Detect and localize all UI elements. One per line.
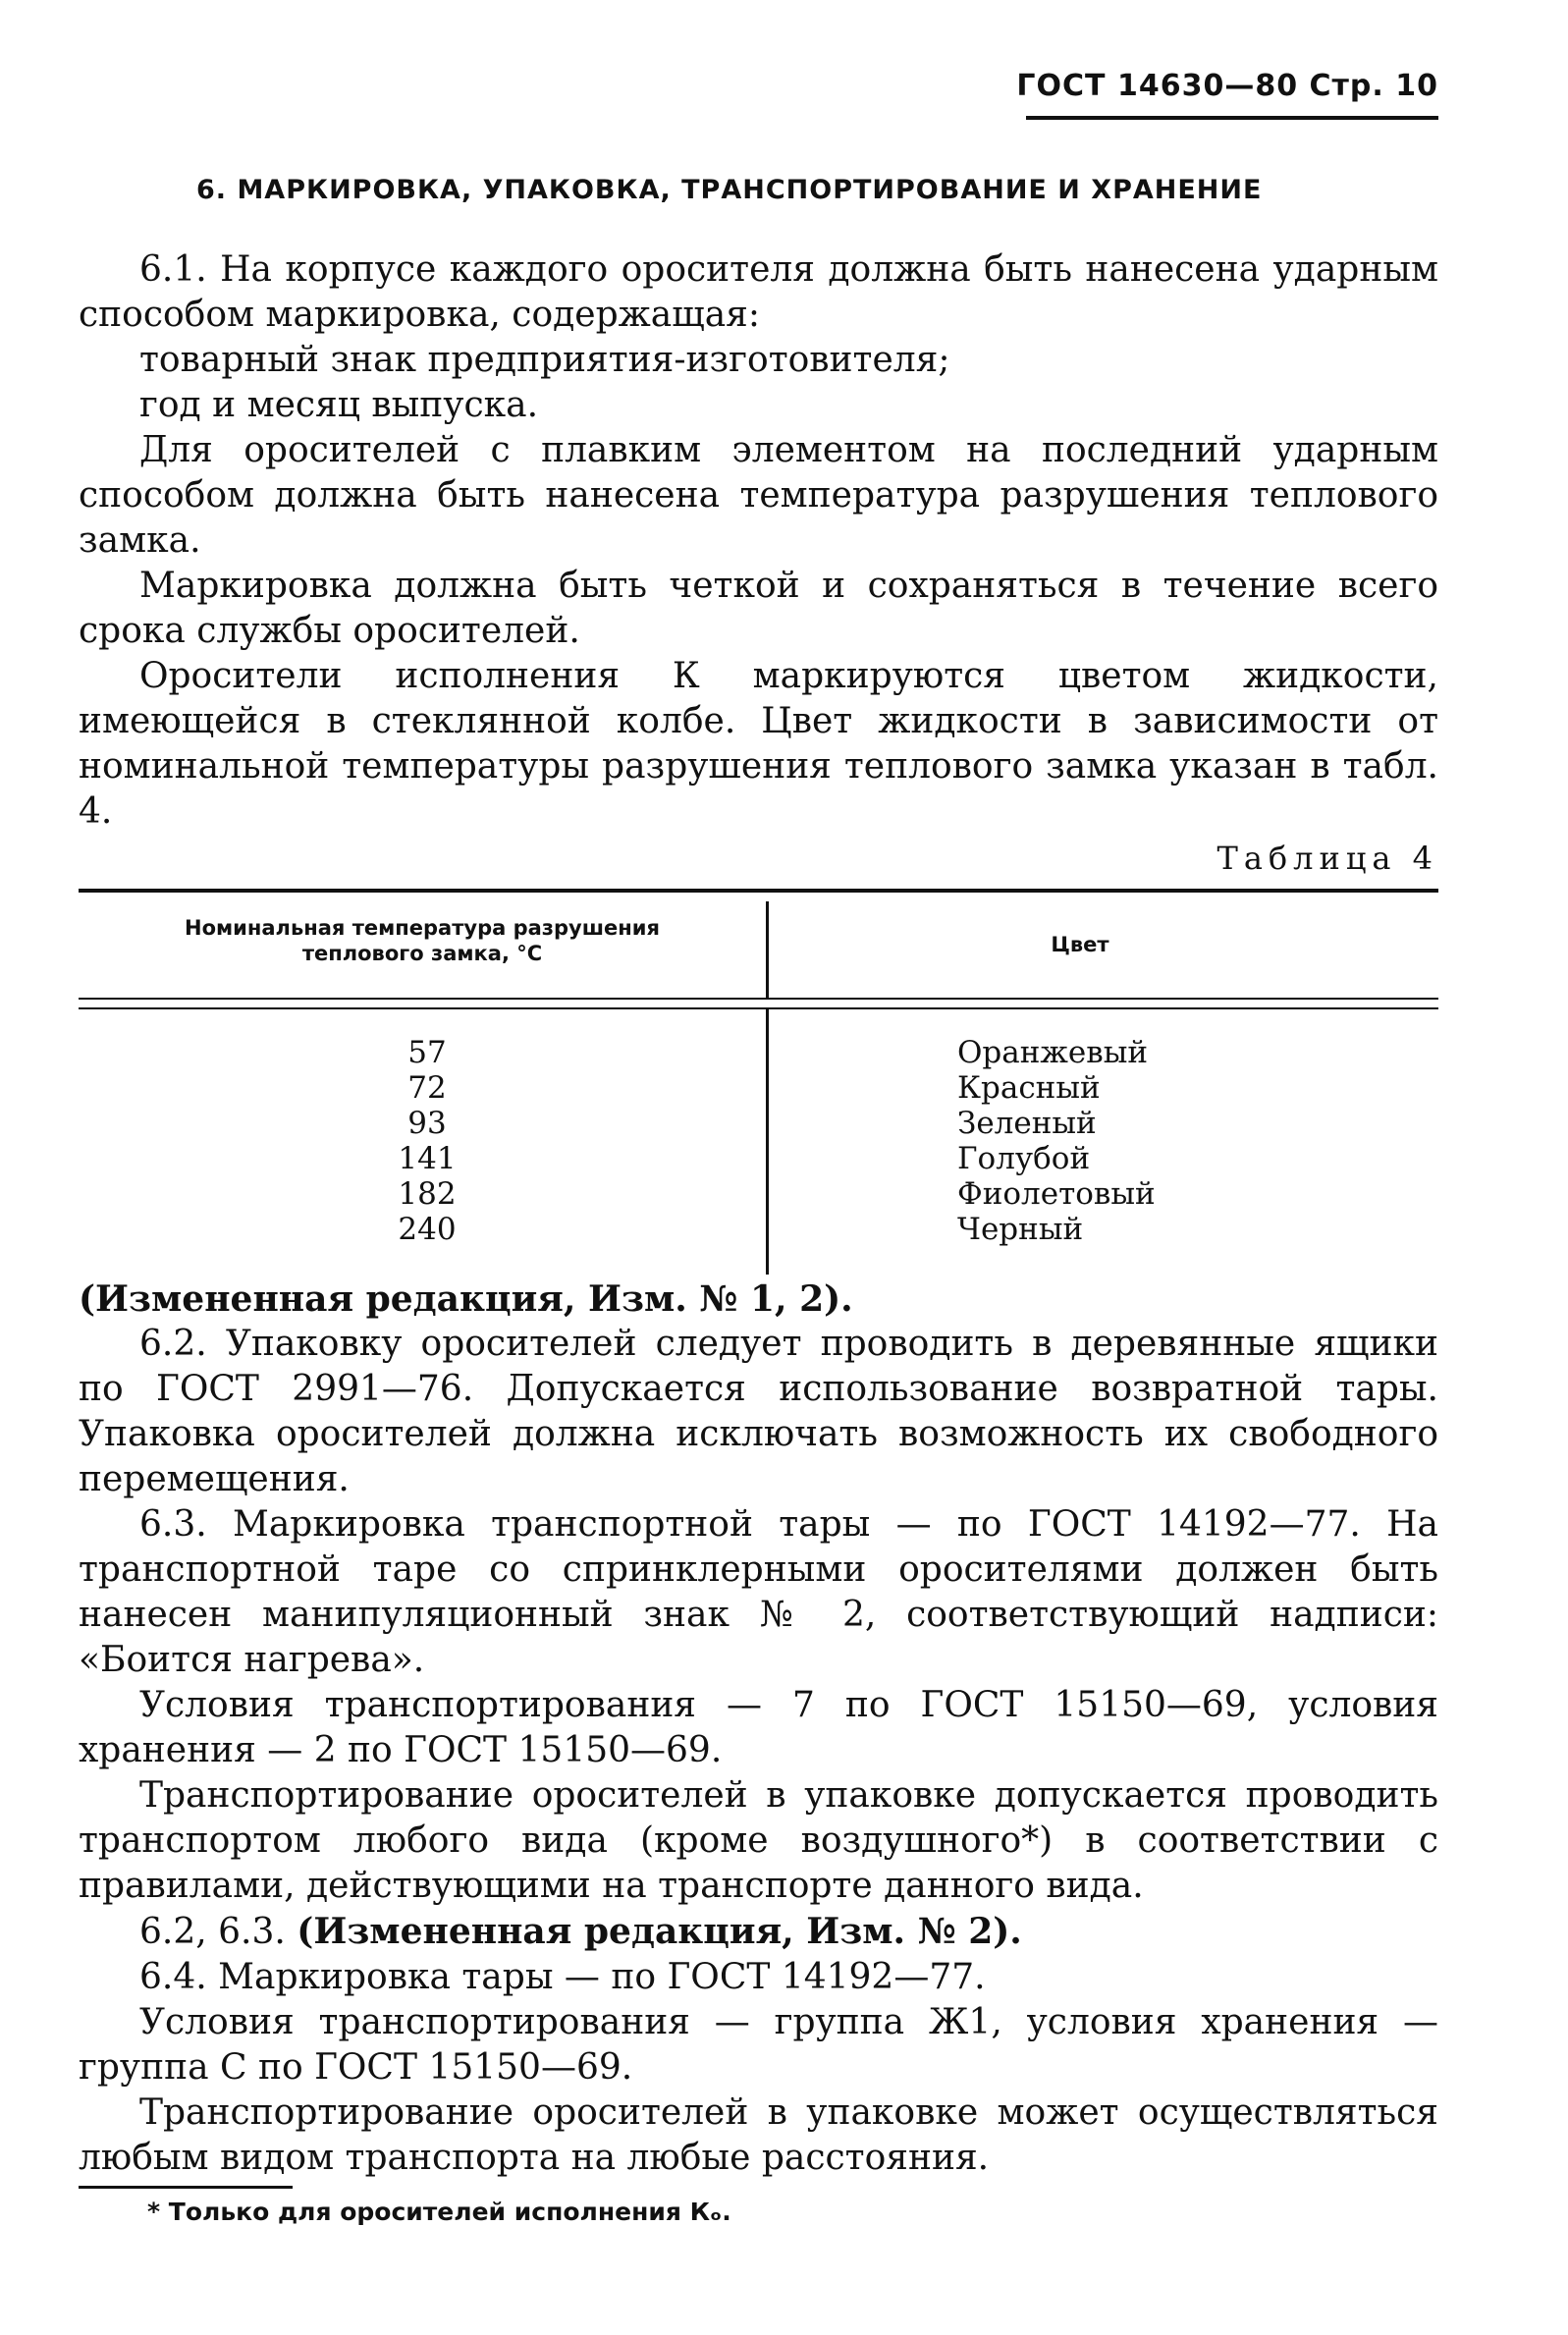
revision-note-6-2-6-3 xyxy=(79,1909,1438,1955)
table-column-divider xyxy=(766,901,769,1000)
table-cell-color: Красный xyxy=(957,1070,1101,1106)
paragraph: Транспортирование оросителей в упаковке может осуществляться любым видом транспорта на любые расстояния. xyxy=(79,2092,1438,2178)
table-header-rule xyxy=(79,998,1438,1000)
table-cell-color: Оранжевый xyxy=(957,1035,1149,1070)
page-header: ГОСТ 14630—80 Стр. 10 xyxy=(1016,69,1438,103)
table-column-colors xyxy=(957,1035,1350,1247)
table-column-temperatures xyxy=(373,1035,481,1247)
table-header-temperature: Номинальная температура разрушения теплового замка, °С xyxy=(185,916,660,965)
table-cell-color: Черный xyxy=(957,1212,1084,1247)
revision-note: (Измененная редакция, Изм. № 1, 2). xyxy=(79,1278,853,1320)
paragraph: Условия транспортирования — группа Ж1, условия хранения — группа С по ГОСТ 15150—69. xyxy=(79,2002,1438,2088)
table-header-rule xyxy=(79,1007,1438,1009)
section-title: 6. МАРКИРОВКА, УПАКОВКА, ТРАНСПОРТИРОВАНИЕ И ХРАНЕНИЕ xyxy=(196,175,1263,205)
paragraph-list-item: товарный знак предприятия-изготовителя; xyxy=(139,340,950,380)
header-rule xyxy=(1026,116,1438,120)
table-cell-temp: 182 xyxy=(398,1176,457,1212)
paragraph-6-1: 6.1. На корпусе каждого оросителя должна быть нанесена ударным способом маркировка, содержащая: xyxy=(79,249,1438,335)
table-cell-color: Фиолетовый xyxy=(957,1176,1156,1212)
revision-text: (Измененная редакция, Изм. № 2). xyxy=(297,1911,1022,1952)
section-body-bottom xyxy=(79,1276,1438,2181)
table-cell-temp: 240 xyxy=(398,1212,457,1247)
paragraph: Маркировка должна быть четкой и сохраняться в течение всего срока службы оросителей. xyxy=(79,566,1438,651)
paragraph-6-2: 6.2. Упаковку оросителей следует проводить в деревянные ящики по ГОСТ 2991—76. Допускается использование возвратной тары. Упаковка оросителей должна исключать возможность их свободного перемещения. xyxy=(79,1324,1438,1499)
table-cell-color: Голубой xyxy=(957,1141,1091,1176)
paragraph-6-3: 6.3. Маркировка транспортной тары — по ГОСТ 14192—77. На транспортной таре со спринклерными оросителями должен быть нанесен манипуляционный знак № 2, соответствующий надписи: «Боится нагрева». xyxy=(79,1504,1438,1680)
section-body-top xyxy=(79,247,1438,835)
table-cell-color: Зеленый xyxy=(957,1106,1097,1141)
table-cell-temp: 93 xyxy=(407,1106,447,1141)
table-header-color: Цвет xyxy=(1051,933,1109,956)
table-cell-temp: 57 xyxy=(407,1035,447,1070)
paragraph-6-4: 6.4. Маркировка тары — по ГОСТ 14192—77. xyxy=(139,1957,986,1997)
table-column-divider xyxy=(766,1009,769,1275)
table-cell-temp: 141 xyxy=(398,1141,457,1176)
paragraph: Оросители исполнения К маркируются цветом жидкости, имеющейся в стеклянной колбе. Цвет жидкости в зависимости от номинальной температуры разрушения теплового замка указан в табл. 4. xyxy=(79,656,1438,832)
revision-prefix: 6.2, 6.3. xyxy=(139,1912,297,1952)
paragraph-list-item: год и месяц выпуска. xyxy=(139,385,539,425)
paragraph: Для оросителей с плавким элементом на последний ударным способом должна быть нанесена температура разрушения теплового замка. xyxy=(79,430,1438,561)
paragraph: Условия транспортирования — 7 по ГОСТ 15150—69, условия хранения — 2 по ГОСТ 15150—69. xyxy=(79,1685,1438,1770)
footnote-rule xyxy=(79,2186,293,2189)
table-top-rule xyxy=(79,889,1438,893)
footnote: * Только для оросителей исполнения Кₒ. xyxy=(147,2198,731,2226)
paragraph: Транспортирование оросителей в упаковке допускается проводить транспортом любого вида (кроме воздушного*) в соответствии с правилами, действующими на транспорте данного вида. xyxy=(79,1775,1438,1906)
table-cell-temp: 72 xyxy=(407,1070,447,1106)
table-caption: Таблица 4 xyxy=(1217,840,1438,877)
